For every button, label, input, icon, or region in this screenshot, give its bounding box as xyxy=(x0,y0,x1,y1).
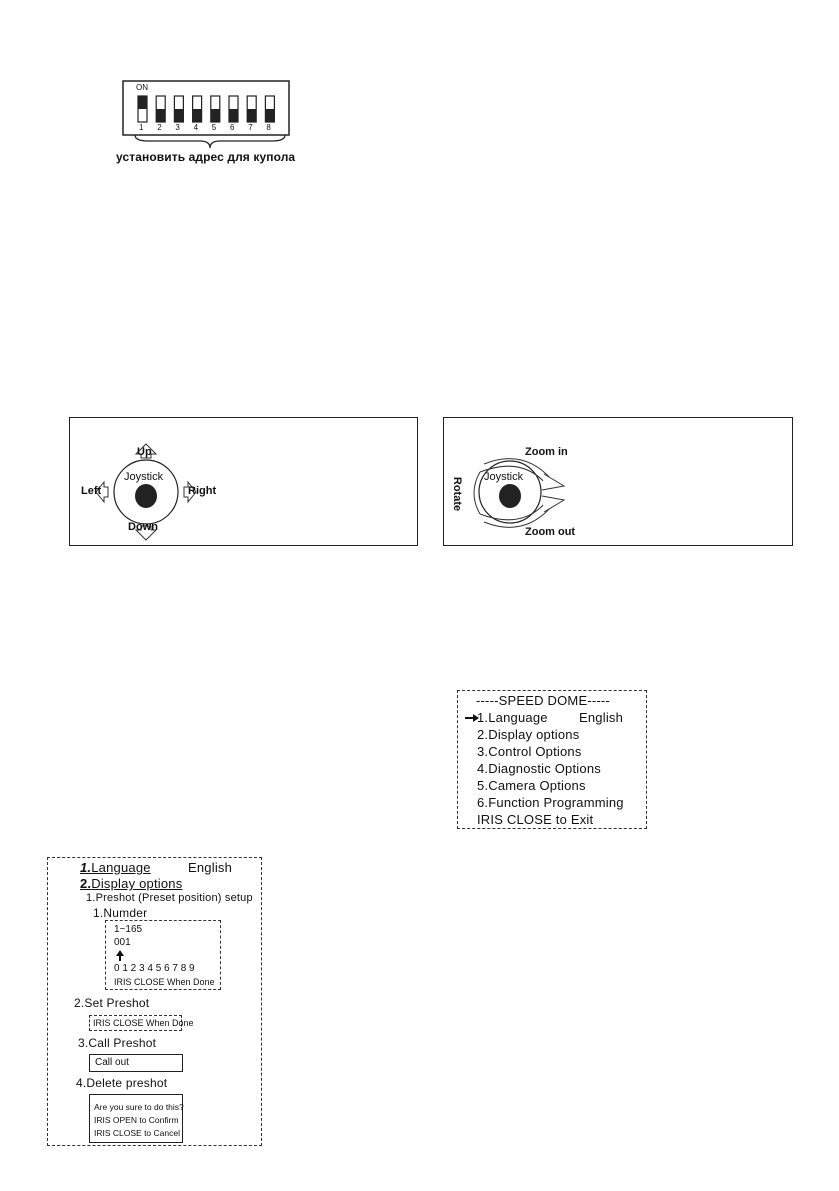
tree-display-num: 2. xyxy=(80,876,92,891)
speed-dome-menu xyxy=(457,690,647,829)
right-label: Right xyxy=(188,485,217,497)
tree-language-num: 1. xyxy=(80,860,92,875)
numder-value: 001 xyxy=(114,937,131,948)
dip-switch-knob-1 xyxy=(138,96,147,109)
numder-done: IRIS CLOSE When Done xyxy=(114,977,215,987)
tree-numder: 1.Numder xyxy=(93,906,148,920)
set-preshot-box-text: IRIS CLOSE When Done xyxy=(93,1018,194,1028)
dip-switch-knob-2 xyxy=(156,109,165,122)
joystick-label-left: Joystick xyxy=(124,471,164,483)
delete-preshot-box xyxy=(89,1094,183,1143)
call-preshot-box-text: Call out xyxy=(95,1057,129,1068)
menu-item-function: 6.Function Programming xyxy=(477,795,624,810)
dip-number-2: 2 xyxy=(157,123,162,132)
delete-box-line2: IRIS OPEN to Confirm xyxy=(94,1115,179,1125)
dip-switch-knob-4 xyxy=(193,109,202,122)
dip-on-label: ON xyxy=(136,83,148,92)
tree-display xyxy=(80,876,182,891)
numder-range: 1~165 xyxy=(114,924,143,935)
menu-item-diagnostic: 4.Diagnostic Options xyxy=(477,761,601,776)
menu-item-display: 2.Display options xyxy=(477,727,580,742)
numder-digits: 0 1 2 3 4 5 6 7 8 9 xyxy=(114,963,195,974)
joystick-directions-panel xyxy=(69,417,418,546)
brace xyxy=(134,133,286,149)
menu-item-camera: 5.Camera Options xyxy=(477,778,586,793)
display-options-tree xyxy=(47,857,262,1146)
delete-box-line1: Are you sure to do this? xyxy=(94,1102,184,1112)
tree-delete-preshot: 4.Delete preshot xyxy=(76,1076,168,1090)
set-preshot-box xyxy=(89,1015,194,1031)
up-label: Up xyxy=(137,446,152,458)
dip-switch-figure xyxy=(122,80,290,136)
dip-switch-knob-8 xyxy=(265,109,274,122)
dip-caption: установить адрес для купола xyxy=(116,150,296,164)
zoom-out-label: Zoom out xyxy=(525,526,576,538)
tree-language xyxy=(80,860,151,875)
menu-title: -----SPEED DOME----- xyxy=(476,693,610,708)
dip-number-4: 4 xyxy=(193,123,199,132)
joystick-label-right: Joystick xyxy=(484,471,524,483)
dip-switch-knob-7 xyxy=(247,109,256,122)
menu-exit: IRIS CLOSE to Exit xyxy=(477,812,594,827)
dip-switch-knob-6 xyxy=(229,109,238,122)
dip-number-6: 6 xyxy=(230,123,235,132)
call-preshot-box xyxy=(89,1054,183,1072)
tree-set-preshot: 2.Set Preshot xyxy=(74,996,150,1010)
menu-item-language-value: English xyxy=(579,710,624,725)
left-label: Left xyxy=(81,485,102,497)
dip-number-7: 7 xyxy=(248,123,253,132)
joystick-directions-diagram xyxy=(70,418,419,547)
zoom-in-label: Zoom in xyxy=(525,446,568,458)
tree-preshot-setup: 1.Preshot (Preset position) setup xyxy=(86,892,253,904)
numder-box xyxy=(105,920,221,990)
tree-language-value: English xyxy=(188,860,233,875)
dip-number-8: 8 xyxy=(266,123,271,132)
dip-number-1: 1 xyxy=(139,123,144,132)
delete-box-line3: IRIS CLOSE to Cancel xyxy=(94,1128,180,1138)
dip-number-5: 5 xyxy=(211,123,217,132)
dip-switch-knob-5 xyxy=(211,109,220,122)
menu-item-language: 1.Language xyxy=(477,710,548,725)
tree-language-label: Language xyxy=(91,860,151,875)
dip-switch-knob-3 xyxy=(174,109,183,122)
dip-number-3: 3 xyxy=(175,123,180,132)
rotate-label: Rotate xyxy=(451,476,464,512)
tree-display-label: Display options xyxy=(91,876,183,891)
menu-item-control: 3.Control Options xyxy=(477,744,582,759)
up-arrow-stem-icon xyxy=(119,955,121,961)
tree-call-preshot: 3.Call Preshot xyxy=(78,1036,157,1050)
joystick-zoom-panel xyxy=(443,417,793,546)
down-label: Down xyxy=(128,521,158,533)
